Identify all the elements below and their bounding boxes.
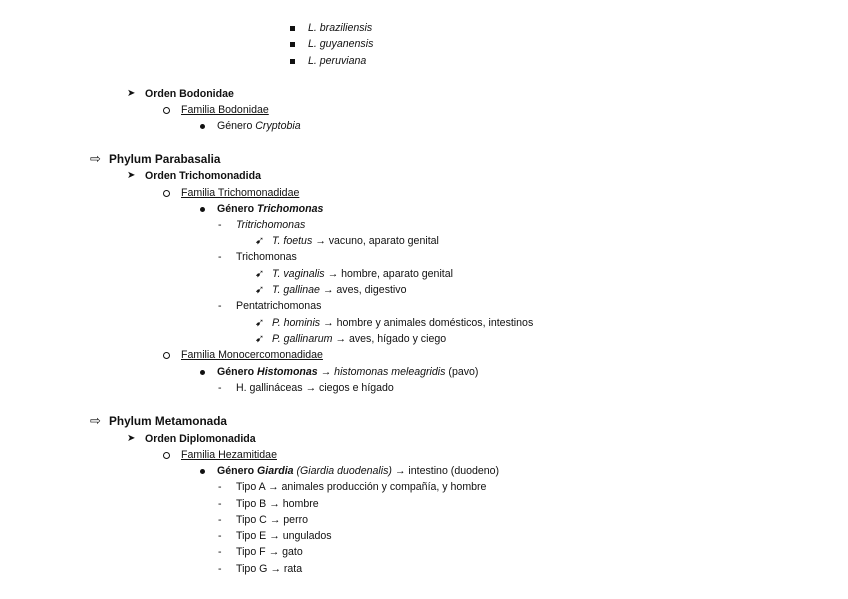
orden-label: Orden Diplomonadida (145, 433, 256, 445)
species-name: P. gallinarum (272, 333, 333, 345)
group-item (0, 217, 848, 233)
arrow-bullet-icon: ➹ (255, 268, 265, 280)
orden-heading (0, 86, 848, 102)
square-bullet-icon (290, 42, 295, 47)
list-item (0, 36, 848, 52)
dash-bullet: - (218, 251, 222, 263)
circle-bullet-icon (163, 352, 170, 359)
tipo-label: Tipo F → gato (236, 546, 303, 558)
species-item (0, 266, 848, 282)
arrow-bullet-icon: ➹ (255, 235, 265, 247)
genero-item (0, 118, 848, 134)
orden-label: Orden Bodonidae (145, 88, 234, 100)
list-item (0, 20, 848, 36)
genero-item (0, 463, 848, 479)
genero-item (0, 364, 848, 380)
dash-bullet: - (218, 514, 222, 526)
familia-item (0, 347, 848, 363)
orden-heading (0, 431, 848, 447)
species-name: L. guyanensis (308, 38, 374, 50)
group-item (0, 380, 848, 396)
dash-bullet: - (218, 498, 222, 510)
dash-bullet: - (218, 382, 222, 394)
phylum-label: Phylum Metamonada (109, 414, 227, 428)
genero-detail: → intestino (duodeno) (391, 465, 500, 477)
dash-bullet: - (218, 563, 222, 575)
genero-name: Trichomonas (257, 203, 324, 215)
species-detail: → aves, hígado y ciego (335, 333, 447, 345)
species-name: P. hominis (272, 317, 321, 329)
phylum-label: Phylum Parabasalia (109, 152, 221, 166)
dash-bullet: - (218, 530, 222, 542)
familia-item (0, 102, 848, 118)
familia-label: Familia Monocercomonadidae (181, 349, 323, 361)
species-detail: → hombre y animales domésticos, intestinos (323, 317, 534, 329)
phylum-heading (0, 151, 848, 167)
square-bullet-icon (290, 59, 295, 64)
genero-name: Histomonas (257, 366, 318, 378)
genero-prefix: Género (217, 465, 258, 477)
tipo-item (0, 512, 848, 528)
tipo-item (0, 496, 848, 512)
genero-item (0, 201, 848, 217)
group-label: Pentatrichomonas (236, 300, 322, 312)
tipo-label: Tipo C → perro (236, 514, 309, 526)
arrowhead-bullet-icon: ➤ (127, 170, 136, 181)
genero-species: histomonas meleagridis (334, 366, 446, 378)
familia-label: Familia Bodonidae (181, 104, 269, 116)
species-detail: → aves, digestivo (322, 284, 407, 296)
dash-bullet: - (218, 481, 222, 493)
familia-label: Familia Hezamitidae (181, 449, 277, 461)
group-label: Trichomonas (236, 251, 297, 263)
group-item (0, 249, 848, 265)
tipo-item (0, 561, 848, 577)
dot-bullet-icon (200, 370, 205, 375)
familia-label: Familia Trichomonadidae (181, 187, 300, 199)
phylum-arrow-icon: ⇨ (90, 151, 101, 166)
genero-arrow: → (317, 366, 335, 378)
genero-prefix: Género (217, 366, 258, 378)
tipo-item (0, 528, 848, 544)
genero-prefix: Género (217, 203, 258, 215)
genero-detail: (pavo) (445, 366, 479, 378)
species-item (0, 233, 848, 249)
group-item (0, 298, 848, 314)
arrow-bullet-icon: ➹ (255, 317, 265, 329)
arrowhead-bullet-icon: ➤ (127, 88, 136, 99)
familia-item (0, 447, 848, 463)
arrow-bullet-icon: ➹ (255, 284, 265, 296)
species-item (0, 315, 848, 331)
tipo-item (0, 479, 848, 495)
circle-bullet-icon (163, 107, 170, 114)
group-label: H. gallináceas → ciegos e hígado (236, 382, 394, 394)
genero-name: Giardia (257, 465, 294, 477)
tipo-label: Tipo G → rata (236, 563, 303, 575)
tipo-label: Tipo A → animales producción y compañía, y hombre (236, 481, 487, 493)
species-name: T. vaginalis (272, 268, 325, 280)
genero-prefix: Género (217, 120, 256, 132)
tipo-item (0, 544, 848, 560)
arrowhead-bullet-icon: ➤ (127, 433, 136, 444)
circle-bullet-icon (163, 452, 170, 459)
square-bullet-icon (290, 26, 295, 31)
orden-heading (0, 168, 848, 184)
species-name: T. gallinae (272, 284, 320, 296)
species-item (0, 282, 848, 298)
dot-bullet-icon (200, 207, 205, 212)
familia-item (0, 185, 848, 201)
species-name: T. foetus (272, 235, 313, 247)
dot-bullet-icon (200, 124, 205, 129)
circle-bullet-icon (163, 190, 170, 197)
arrow-bullet-icon: ➹ (255, 333, 265, 345)
tipo-label: Tipo E → ungulados (236, 530, 332, 542)
list-item (0, 53, 848, 69)
dash-bullet: - (218, 219, 222, 231)
orden-label: Orden Trichomonadida (145, 170, 261, 182)
dash-bullet: - (218, 546, 222, 558)
group-label: Tritrichomonas (236, 219, 306, 231)
phylum-heading (0, 413, 848, 429)
species-name: L. braziliensis (308, 22, 373, 34)
genero-name: Cryptobia (255, 120, 301, 132)
tipo-label: Tipo B → hombre (236, 498, 319, 510)
species-detail: → hombre, aparato genital (327, 268, 453, 280)
species-detail: → vacuno, aparato genital (315, 235, 439, 247)
genero-species: (Giardia duodenalis) (293, 465, 392, 477)
species-name: L. peruviana (308, 55, 367, 67)
dot-bullet-icon (200, 469, 205, 474)
phylum-arrow-icon: ⇨ (90, 413, 101, 428)
species-item (0, 331, 848, 347)
dash-bullet: - (218, 300, 222, 312)
